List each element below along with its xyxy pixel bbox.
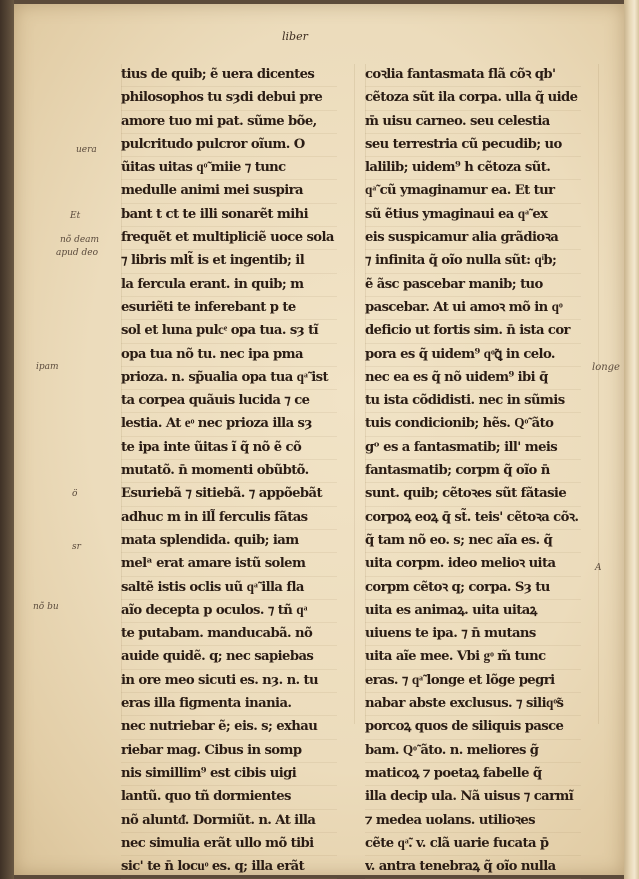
left-column-line: esuriẽti te inferebant p te — [121, 297, 337, 320]
left-column-line: eras illa figmenta inania. — [121, 693, 337, 716]
left-column-line: aĩo decepta p oculos. ⁊ tñ qͣ — [121, 600, 337, 623]
right-column-line: illa decip ula. Nã uisus ⁊ carmĩ — [365, 786, 581, 809]
margin-note: Et — [70, 211, 81, 221]
running-header: liber — [282, 30, 308, 43]
right-column-line: ⁊ medea uolans. utilioꝛes — [365, 810, 581, 833]
left-column-line: riebar mag. Cibus in somp — [121, 740, 337, 763]
right-column-line: uita corpm. ideo melioꝛ uita — [365, 553, 581, 576]
left-column-line: adhuc m in ill̃ ferculis fãtas — [121, 507, 337, 530]
right-column-line: uiuens te ipa. ⁊ n̄ mutans — [365, 623, 581, 646]
left-column-line: Esuriebã ⁊ sitiebã. ⁊ appõebãt — [121, 483, 337, 506]
right-column-line: gᵒ es a fantasmatib; ill' meis — [365, 437, 581, 460]
left-column-line: amore tuo mi pat. sũme bõe, — [121, 111, 337, 134]
right-column-line: corpm cẽtoꝛ q; corpa. Sȝ tu — [365, 577, 581, 600]
left-column-line: nõ aluntᵭ. Dormiũt. n. At illa — [121, 810, 337, 833]
left-column-line: tius de quib; ẽ uera dicentes — [121, 64, 337, 87]
left-column-line: ⁊ libris mlt̃ is et ingentib; il — [121, 250, 337, 273]
left-column-line: prioza. n. sp̃ualia opa tua qͣ̃ ist — [121, 367, 337, 390]
left-column-line: bant t ct te illi sonarẽt mihi — [121, 204, 337, 227]
left-column-line: sol et luna pulcͤ opa tua. sȝ tĩ — [121, 320, 337, 343]
ruling-line — [354, 64, 355, 724]
left-column-line: lantũ. quo tñ dormientes — [121, 786, 337, 809]
right-column-line: deficio ut fortis sim. n̄ ista cor — [365, 320, 581, 343]
margin-note: sr — [72, 542, 81, 552]
right-column-line: ⁊ infinita q̃ oĩo nulla sũt: qͥb; — [365, 250, 581, 273]
left-column-line: nis simillim⁹ est cibis uigi — [121, 763, 337, 786]
left-column-line: philosophos tu sȝdi debui pre — [121, 87, 337, 110]
page-edge — [624, 0, 639, 879]
binding-edge — [0, 0, 14, 879]
margin-note: ö — [72, 489, 78, 499]
left-column-line: lestia. At eͦ nec prioza illa sȝ — [121, 413, 337, 436]
right-column-line: v. antra tenebraꝝ q̃ oĩo nulla — [365, 856, 581, 879]
right-column-line: seu terrestria cũ pecudib; uo — [365, 134, 581, 157]
right-column-line: coꝛlia fantasmata flã cõꝛ qb' — [365, 64, 581, 87]
text-column-left — [121, 64, 337, 879]
right-column-line: nabar abste exclusus. ⁊ siliqͦ̃s — [365, 693, 581, 716]
right-column-line: corpoꝝ eoꝝ q̄ st̃. teis' cẽtoꝛa cõꝛ. — [365, 507, 581, 530]
right-column-line: qͣ̃ cũ ymaginamur ea. Et tur — [365, 180, 581, 203]
left-column-line: mata splendida. quib; iam — [121, 530, 337, 553]
left-column-line: ta corpea quãuis lucida ⁊ ce — [121, 390, 337, 413]
right-column-line: lalilib; uidem⁹ h cẽtoza sũt. — [365, 157, 581, 180]
left-column-line: auide quidẽ. q; nec sapiebas — [121, 646, 337, 669]
text-column-right — [365, 64, 581, 879]
margin-note: nõ bu — [33, 602, 59, 612]
margin-note: ipam — [36, 362, 59, 372]
right-column-line: pascebar. At ui amoꝛ mõ in qͦ — [365, 297, 581, 320]
right-column-line: uita es animaꝝ. uita uitaꝝ — [365, 600, 581, 623]
right-column-line: porcoꝝ quos de siliquis pasce — [365, 716, 581, 739]
left-column-line: nec simulia erãt ullo mõ tibi — [121, 833, 337, 856]
left-column-line: opa tua nõ tu. nec ipa pma — [121, 344, 337, 367]
left-column-line: saltẽ istis oclis uũ qͣ̃ illa fla — [121, 577, 337, 600]
left-column-line: te ipa inte ũitas ĩ q̃ nõ ẽ cõ — [121, 437, 337, 460]
left-column-line: sic' te n̄ locuͦ es. q; illa erãt — [121, 856, 337, 879]
left-column-line: medulle animi mei suspira — [121, 180, 337, 203]
right-column-line: pora es q̃ uidem⁹ qͦ̃ꝗ in celo. — [365, 344, 581, 367]
right-column-line: maticoꝝ ⁊ poetaꝝ fabelle q̃ — [365, 763, 581, 786]
left-column-line: nec nutriebar ẽ; eis. s; exhau — [121, 716, 337, 739]
left-column-line: melᵃ erat amare istũ solem — [121, 553, 337, 576]
right-column-line: eras. ⁊ qͣ̃ longe et lõge pegri — [365, 670, 581, 693]
left-column-line: te putabam. manducabã. nõ — [121, 623, 337, 646]
right-column-line: eis suspicamur alia grãdioꝛa — [365, 227, 581, 250]
margin-note: nõ deam — [60, 235, 100, 245]
right-column-line: cẽte qͣ̃. v. clã uarie fucata p̄ — [365, 833, 581, 856]
margin-note: uera — [76, 145, 97, 155]
left-column-line: frequẽt et multipliciẽ uoce sola — [121, 227, 337, 250]
right-column-line: nec ea es q̃ nõ uidem⁹ ibi q̄ — [365, 367, 581, 390]
ruling-line — [598, 64, 599, 724]
left-column-line: mutatõ. n̄ momenti obũbtõ. — [121, 460, 337, 483]
right-column-line: uita aĩe mee. Vbi gͦ m̃ tunc — [365, 646, 581, 669]
left-column-line: pulcritudo pulcror oĩum. O — [121, 134, 337, 157]
right-column-line: tu ista cõdidisti. nec in sũmis — [365, 390, 581, 413]
right-column-line: tuis condicionib; hẽs. Qͦ̃ ãto — [365, 413, 581, 436]
right-column-line: sunt. quib; cẽtoꝛes sũt fãtasie — [365, 483, 581, 506]
left-column-line: ũitas uitas qͦ̃ miie ⁊ tunc — [121, 157, 337, 180]
margin-note: apud deo — [56, 248, 99, 258]
right-column-line: bam. Qͦ̃ ãto. n. meliores g̃ — [365, 740, 581, 763]
right-column-line: sũ ẽtius ymaginaui ea qͣ̃ ex — [365, 204, 581, 227]
left-column-line: in ore meo sicuti es. nȝ. n. tu — [121, 670, 337, 693]
right-column-line: fantasmatib; corpm q̃ oĩo n̄ — [365, 460, 581, 483]
right-column-line: q̃ tam nõ eo. s; nec aĩa es. q̃ — [365, 530, 581, 553]
left-column-line: la fercula erant. in quib; m — [121, 274, 337, 297]
right-column-line: cẽtoza sũt ila corpa. ulla q̃ uide — [365, 87, 581, 110]
right-column-line: ẽ ãsc pascebar manib; tuo — [365, 274, 581, 297]
right-column-line: m̄ uisu carneo. seu celestia — [365, 111, 581, 134]
margin-note: A — [595, 563, 602, 573]
margin-note: longe — [592, 362, 620, 373]
